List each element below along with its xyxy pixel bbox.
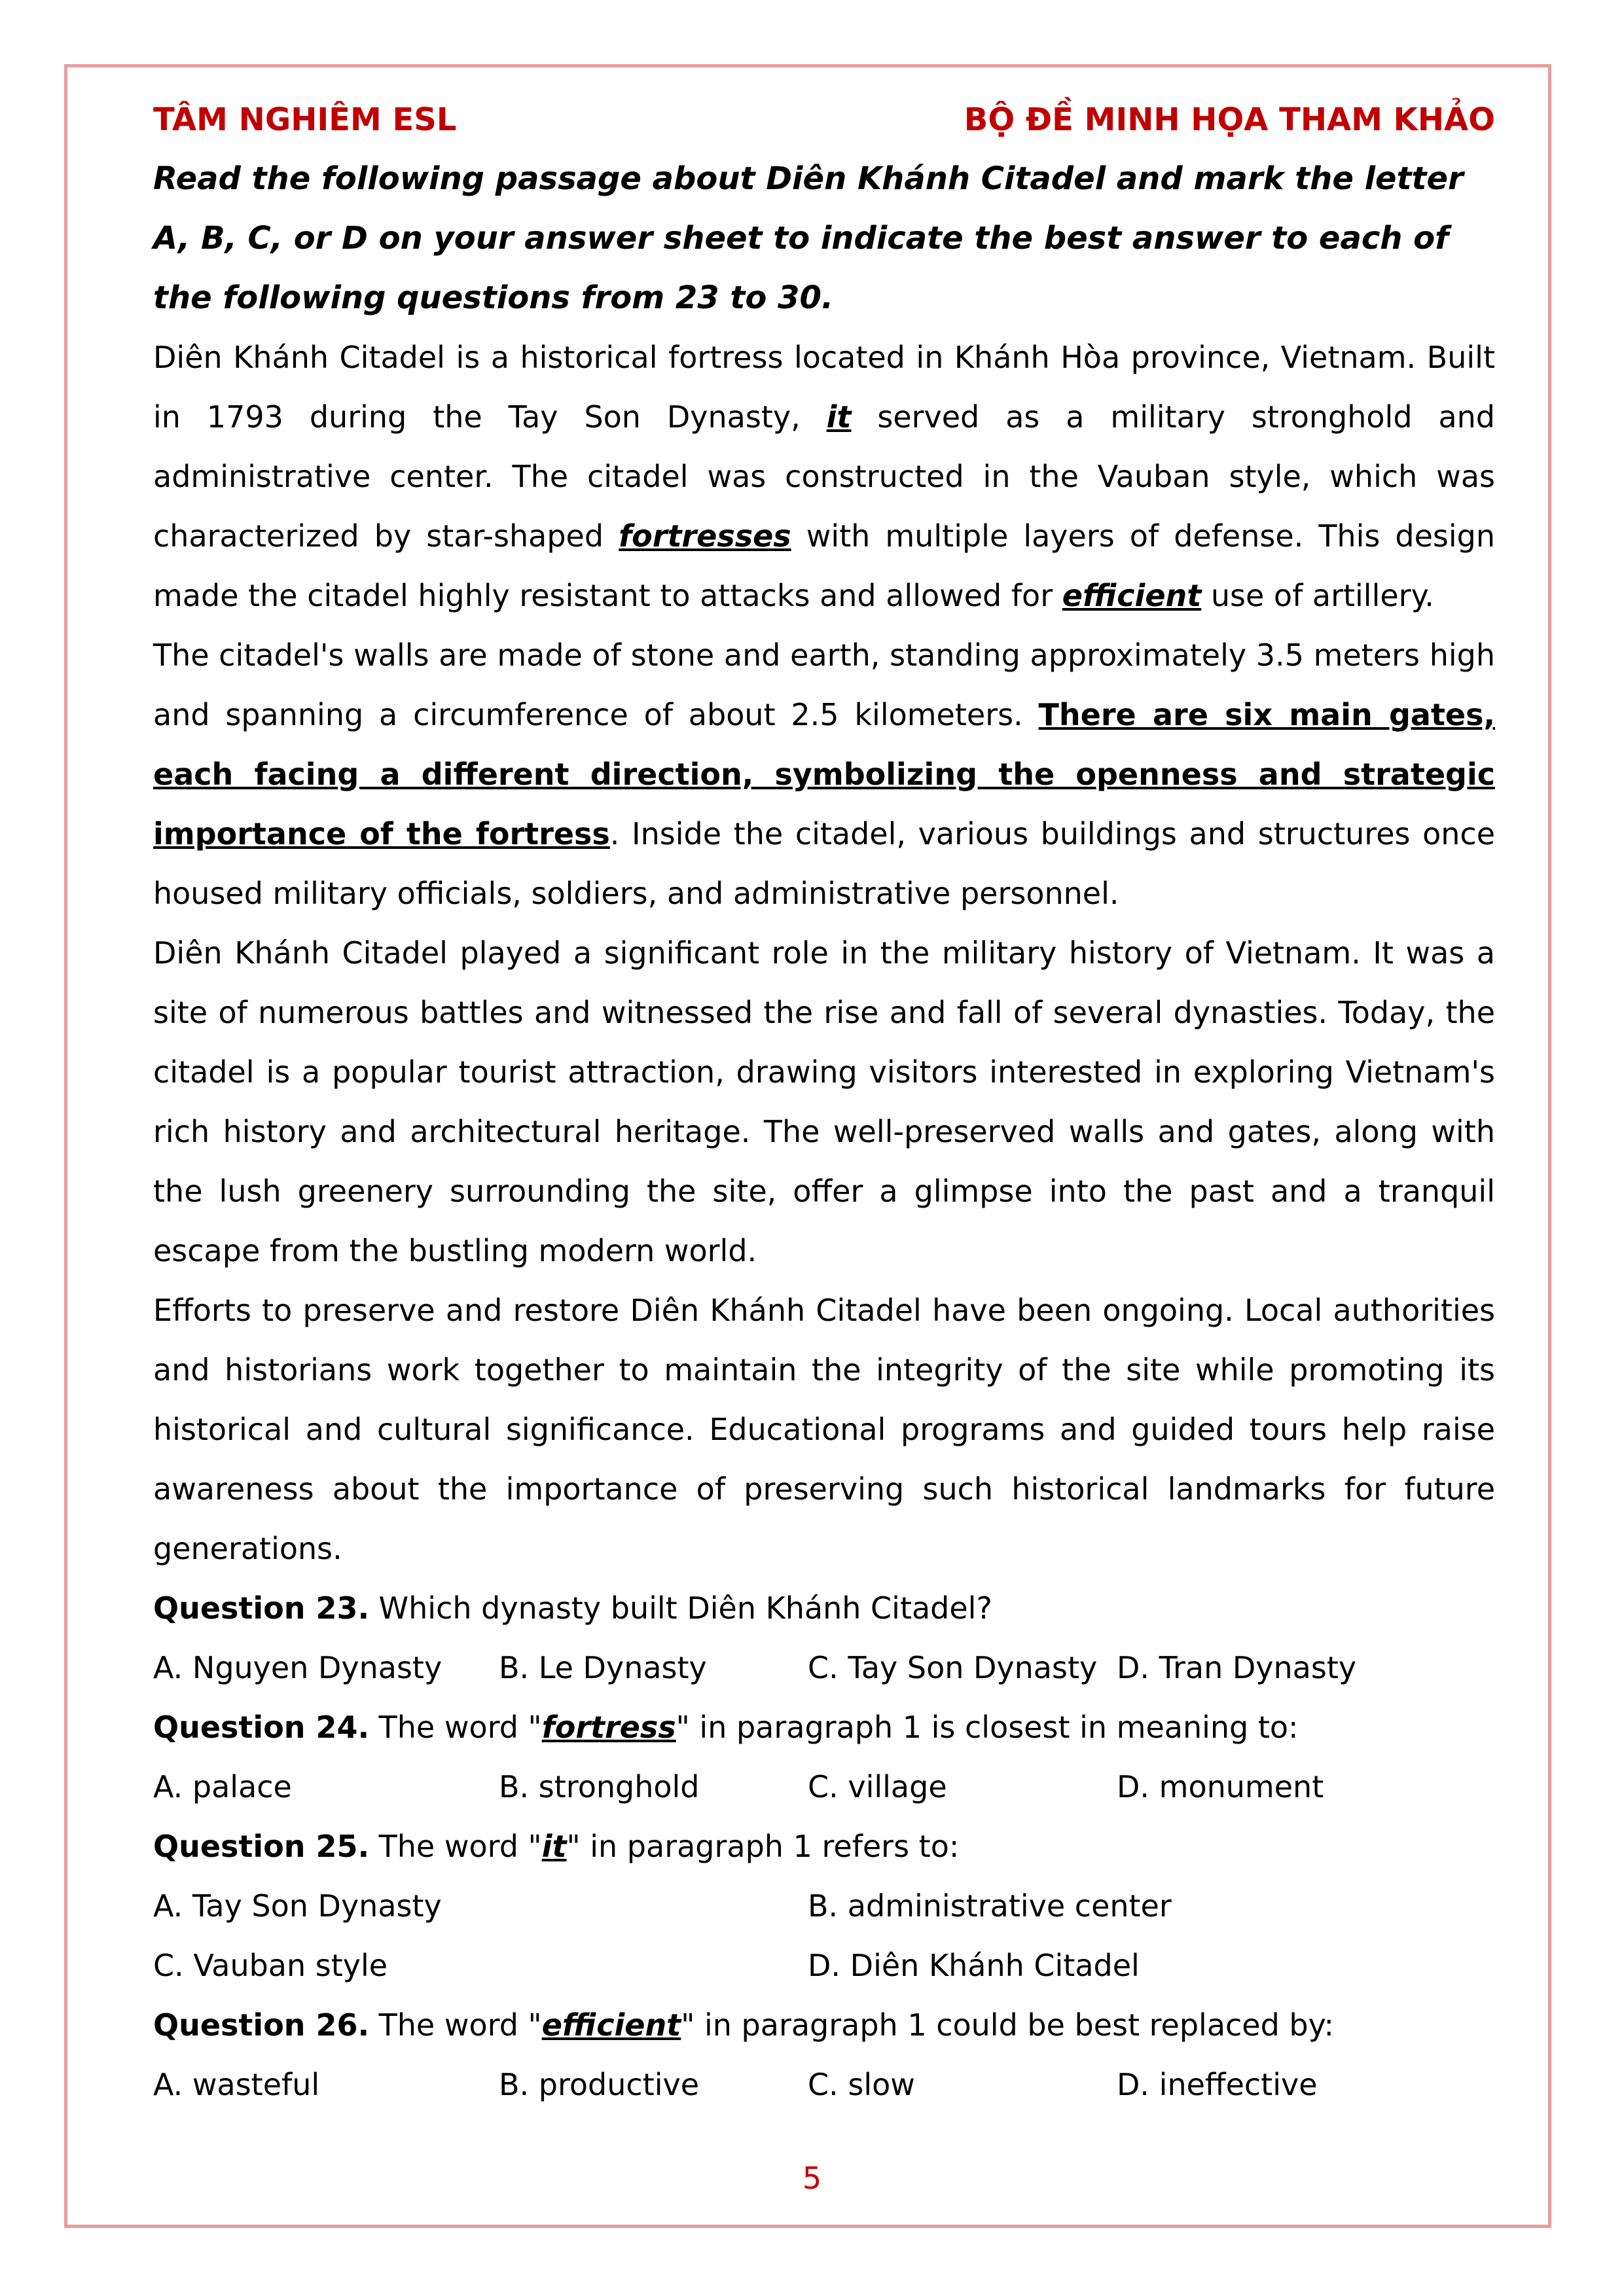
- passage-paragraph-1: [153, 328, 1495, 626]
- p2-text-a: The citadel's walls are made of stone and earth, standing approximately 3.5 meters high and spanning a circumference of about 2.5 kilometers.: [153, 637, 1495, 732]
- p1-text-a: Diên Khánh Citadel is a historical fortress located in Khánh Hòa province, Vietnam. Built in 1793 during the Tay Son Dynasty,: [153, 340, 1495, 435]
- option-d[interactable]: D. Diên Khánh Citadel: [808, 1948, 1140, 1983]
- option-b[interactable]: B. administrative center: [808, 1888, 1172, 1924]
- option-a[interactable]: A. wasteful: [153, 2067, 320, 2102]
- option-b[interactable]: B. productive: [499, 2067, 700, 2102]
- option-a[interactable]: A. Tay Son Dynasty: [153, 1888, 442, 1924]
- option-c[interactable]: C. village: [808, 1769, 947, 1804]
- question-text-pre: The word ": [369, 2007, 542, 2043]
- question-25-options: [153, 1876, 1495, 1996]
- option-c[interactable]: C. Vauban style: [153, 1948, 388, 1983]
- question-23: [153, 1579, 1495, 1638]
- question-keyword: it: [541, 1829, 567, 1864]
- option-b[interactable]: B. stronghold: [499, 1769, 700, 1804]
- question-23-options: [153, 1638, 1495, 1698]
- option-a[interactable]: A. Nguyen Dynasty: [153, 1650, 442, 1685]
- option-c[interactable]: C. slow: [808, 2067, 915, 2102]
- passage-paragraph-3: Diên Khánh Citadel played a significant role in the military history of Vietnam. It was a site of numerous battles and witnessed the rise and fall of several dynasties. Today, the citadel is a popular tourist attraction, drawing visitors interested in exploring Vietnam's rich history and architectural heritage. The well-preserved walls and gates, along with the lush greenery surrounding the site, offer a glimpse into the past and a tranquil escape from the bustling modern world.: [153, 935, 1495, 1268]
- option-a[interactable]: A. palace: [153, 1769, 292, 1804]
- option-d[interactable]: D. Tran Dynasty: [1117, 1650, 1357, 1685]
- passage-paragraph-2: [153, 626, 1495, 924]
- question-keyword: fortress: [541, 1710, 676, 1745]
- p1-text-c: with multiple layers of defense. This design made the citadel highly resistant to attacks and allowed for: [153, 518, 1495, 613]
- question-label: Question 23.: [153, 1590, 370, 1626]
- question-text-post: " in paragraph 1 refers to:: [566, 1829, 960, 1864]
- passage-paragraph-4: Efforts to preserve and restore Diên Khánh Citadel have been ongoing. Local authorities and historians work together to maintain the integrity of the site while promoting its historical and cultural significance. Educational programs and guided tours help raise awareness about the importance of preserving such historical landmarks for future generations.: [153, 1293, 1495, 1566]
- question-label: Question 25.: [153, 1829, 370, 1864]
- option-b[interactable]: B. Le Dynasty: [499, 1650, 707, 1685]
- p2-text-b: . Inside the citadel, various buildings and structures once housed military officials, soldiers, and administrative personnel.: [153, 816, 1496, 911]
- p1-text-d: use of artillery.: [1201, 578, 1434, 613]
- option-d[interactable]: D. monument: [1117, 1769, 1324, 1804]
- question-26-options: [153, 2055, 1495, 2115]
- question-keyword: efficient: [541, 2007, 681, 2043]
- page-header: [153, 90, 1495, 149]
- question-text-pre: The word ": [369, 1829, 542, 1864]
- instructions: Read the following passage about Diên Khánh Citadel and mark the letter A, B, C, or D on your answer sheet to indicate the best answer to each of the following questions from 23 to 30.: [153, 160, 1464, 316]
- option-d[interactable]: D. ineffective: [1117, 2067, 1318, 2102]
- question-24-options: [153, 1757, 1495, 1817]
- question-text-post: " in paragraph 1 is closest in meaning to:: [676, 1710, 1299, 1745]
- keyword-fortresses: fortresses: [619, 518, 791, 554]
- question-label: Question 24.: [153, 1710, 370, 1745]
- question-label: Question 26.: [153, 2007, 370, 2043]
- question-text-pre: The word ": [369, 1710, 542, 1745]
- document-content: [153, 90, 1495, 2115]
- header-left: TÂM NGHIÊM ESL: [153, 101, 457, 138]
- question-text-post: " in paragraph 1 could be best replaced by:: [681, 2007, 1335, 2043]
- underlined-sentence: There are six main gates, each facing a different direction, symbolizing the openness and strategic importance of the fortress: [153, 697, 1495, 852]
- p1-text-b: served as a military stronghold and administrative center. The citadel was constructed in the Vauban style, which was characterized by star-shaped: [153, 399, 1495, 554]
- page-number: 5: [802, 2161, 822, 2196]
- keyword-it: it: [826, 399, 852, 435]
- question-26: [153, 1996, 1495, 2055]
- keyword-efficient: efficient: [1062, 578, 1202, 613]
- question-24: [153, 1698, 1495, 1757]
- question-text: Which dynasty built Diên Khánh Citadel?: [369, 1590, 992, 1626]
- header-right: BỘ ĐỀ MINH HỌA THAM KHẢO: [964, 101, 1495, 138]
- option-c[interactable]: C. Tay Son Dynasty: [808, 1650, 1098, 1685]
- question-25: [153, 1817, 1495, 1876]
